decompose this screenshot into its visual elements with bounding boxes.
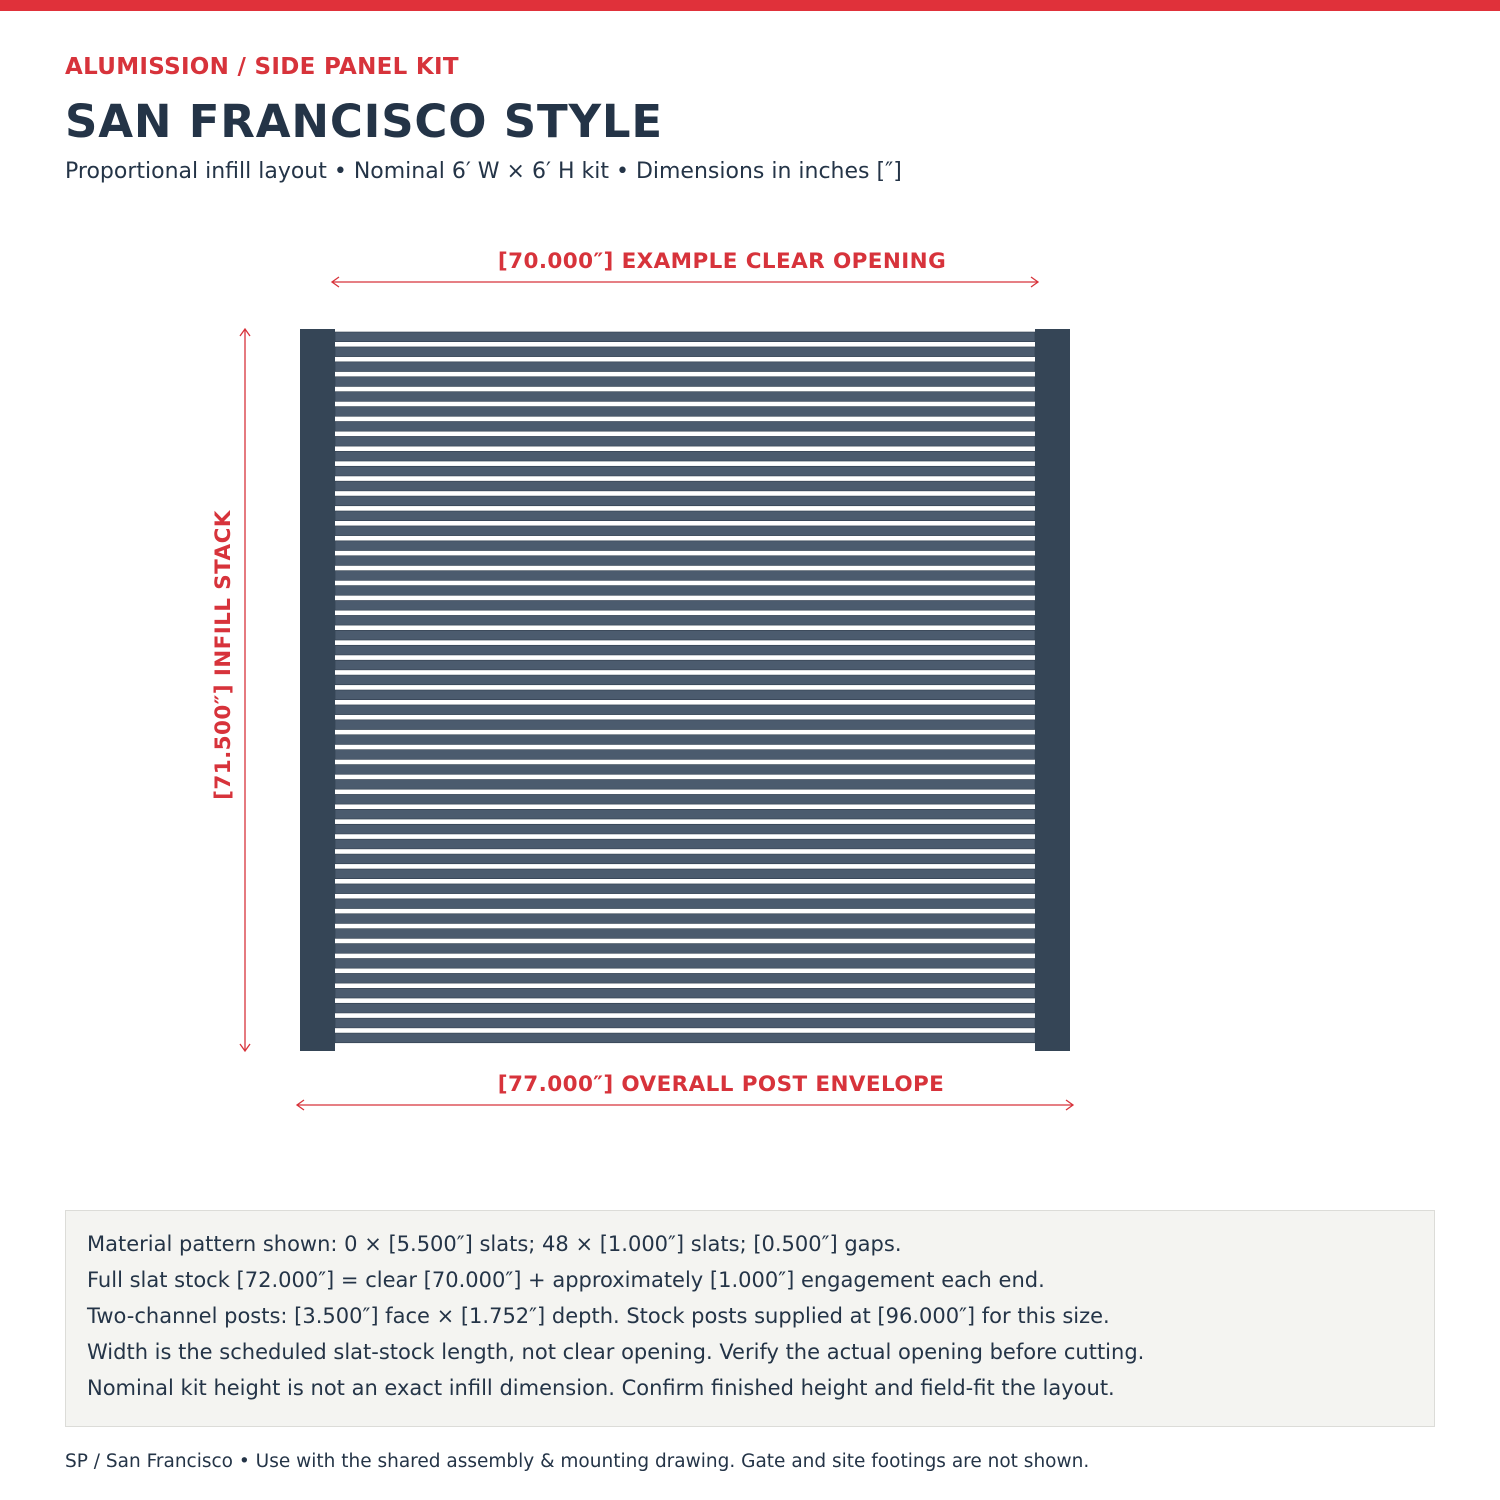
slat bbox=[335, 750, 1035, 760]
slat bbox=[335, 690, 1035, 700]
slat bbox=[335, 466, 1035, 476]
slat bbox=[335, 884, 1035, 894]
slat bbox=[335, 660, 1035, 670]
infill-stack-dimension-line bbox=[240, 329, 250, 1051]
note-height: Nominal kit height is not an exact infill dimension. Confirm finished height and field-fit the layout. bbox=[87, 1376, 1115, 1400]
slat bbox=[335, 765, 1035, 775]
slat bbox=[335, 377, 1035, 387]
infill-stack-label: [71.500″] INFILL STACK bbox=[211, 510, 236, 800]
slat bbox=[335, 571, 1035, 581]
right-post bbox=[1035, 329, 1070, 1051]
slat bbox=[335, 451, 1035, 461]
page-subtitle: Proportional infill layout • Nominal 6′ W × 6′ H kit • Dimensions in inches [″] bbox=[65, 159, 902, 184]
slat bbox=[335, 1003, 1035, 1013]
slat bbox=[335, 436, 1035, 446]
slat bbox=[335, 675, 1035, 685]
slat bbox=[335, 899, 1035, 909]
slat bbox=[335, 914, 1035, 924]
slat bbox=[335, 824, 1035, 834]
note-posts: Two-channel posts: [3.500″] face × [1.752″] depth. Stock posts supplied at [96.000″] for this size. bbox=[87, 1304, 1110, 1328]
slat bbox=[335, 944, 1035, 954]
slat bbox=[335, 586, 1035, 596]
breadcrumb: ALUMISSION / SIDE PANEL KIT bbox=[65, 54, 459, 80]
slat bbox=[335, 1033, 1035, 1043]
slat bbox=[335, 601, 1035, 611]
slat bbox=[335, 735, 1035, 745]
slat bbox=[335, 929, 1035, 939]
slat-infill bbox=[335, 332, 1035, 1043]
slat bbox=[335, 854, 1035, 864]
slat bbox=[335, 794, 1035, 804]
slat bbox=[335, 809, 1035, 819]
slat bbox=[335, 526, 1035, 536]
clear-opening-dimension-line bbox=[332, 277, 1038, 287]
slat bbox=[335, 496, 1035, 506]
note-material-pattern: Material pattern shown: 0 × [5.500″] slats; 48 × [1.000″] slats; [0.500″] gaps. bbox=[87, 1232, 902, 1256]
slat bbox=[335, 541, 1035, 551]
slat bbox=[335, 362, 1035, 372]
slat bbox=[335, 1018, 1035, 1028]
slat bbox=[335, 720, 1035, 730]
clear-opening-label: [70.000″] EXAMPLE CLEAR OPENING bbox=[497, 249, 947, 274]
slat bbox=[335, 645, 1035, 655]
notes-panel bbox=[65, 1210, 1435, 1427]
post-envelope-dimension-line bbox=[297, 1100, 1073, 1110]
slat bbox=[335, 959, 1035, 969]
page-title: SAN FRANCISCO STYLE bbox=[65, 95, 663, 148]
slat bbox=[335, 332, 1035, 342]
slat bbox=[335, 988, 1035, 998]
left-post bbox=[300, 329, 335, 1051]
slat bbox=[335, 556, 1035, 566]
slat bbox=[335, 630, 1035, 640]
footer-note: SP / San Francisco • Use with the shared assembly & mounting drawing. Gate and site footings are not shown. bbox=[65, 1451, 1090, 1472]
slat bbox=[335, 973, 1035, 983]
slat bbox=[335, 407, 1035, 417]
slat bbox=[335, 481, 1035, 491]
slat bbox=[335, 780, 1035, 790]
post-envelope-label: [77.000″] OVERALL POST ENVELOPE bbox=[497, 1072, 945, 1097]
slat bbox=[335, 392, 1035, 402]
slat bbox=[335, 422, 1035, 432]
slat bbox=[335, 705, 1035, 715]
slat bbox=[335, 511, 1035, 521]
note-slat-stock: Full slat stock [72.000″] = clear [70.000″] + approximately [1.000″] engagement each end. bbox=[87, 1268, 1045, 1292]
note-width: Width is the scheduled slat-stock length, not clear opening. Verify the actual opening before cutting. bbox=[87, 1340, 1145, 1364]
slat bbox=[335, 615, 1035, 625]
slat bbox=[335, 839, 1035, 849]
slat bbox=[335, 347, 1035, 357]
slat bbox=[335, 869, 1035, 879]
